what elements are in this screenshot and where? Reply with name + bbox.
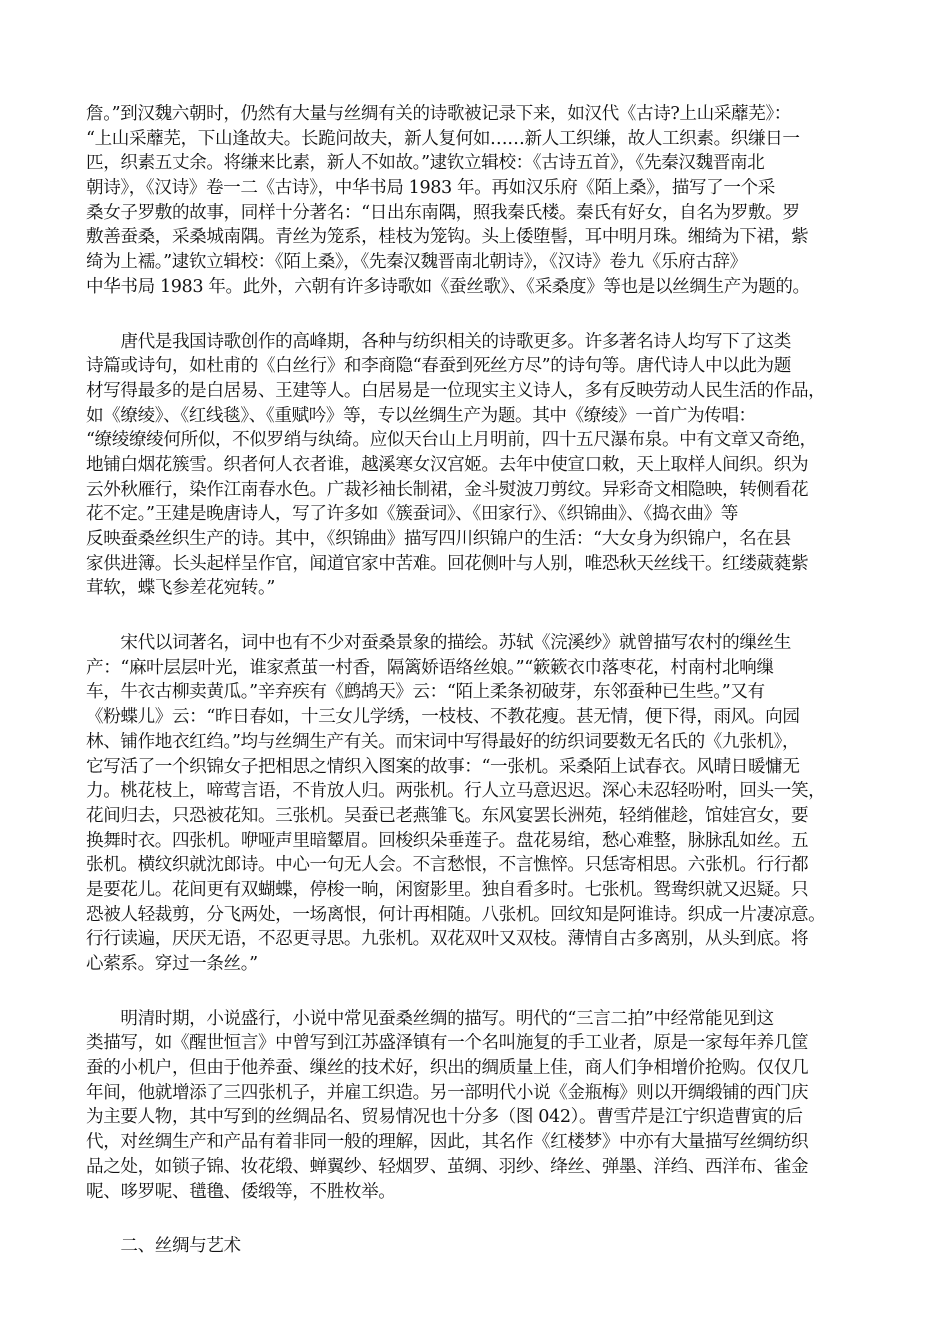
text-line: 它写活了一个织锦女子把相思之情织入图案的故事：“一张机。采桑陌上试春衣。风晴日暖慵无 bbox=[86, 756, 800, 777]
text-line: 力。桃花枝上，啼莺言语，不肯放人归。两张机。行人立马意迟迟。深心未忍轻吩咐，回头一笑， bbox=[86, 781, 826, 802]
paragraph bbox=[86, 1007, 866, 1205]
text-line: 是要花儿。花间更有双蝴蝶，停梭一晌，闲窗影里。独自看多时。七张机。鸳鸯织就又迟疑。只 bbox=[86, 879, 809, 900]
text-line: 张机。横纹织就沈郎诗。中心一句无人会。不言愁恨，不言憔悴。只恁寄相思。六张机。行行都 bbox=[86, 855, 809, 876]
text-line: 林、铺作地衣红绉。”均与丝绸生产有关。而宋词中写得最好的纺织词要数无名氏的《九张机》， bbox=[86, 731, 800, 752]
text-line: 心萦系。穿过一条丝。” bbox=[86, 954, 258, 974]
text-line: 材写得最多的是白居易、王建等人。白居易是一位现实主义诗人，多有反映劳动人民生活的作品， bbox=[86, 380, 826, 401]
text-line: 花间归去，只恐被花知。三张机。吴蚕已老燕雏飞。东风宴罢长洲苑，轻绡催趁，馆娃宫女，要 bbox=[86, 805, 809, 826]
text-line: 蚕的小机户，但由于他养蚕、缫丝的技术好，织出的绸质量上佳，商人们争相增价抢购。仅仅几 bbox=[86, 1058, 809, 1079]
text-line: 宋代以词著名，词中也有不少对蚕桑景象的描绘。苏轼《浣溪纱》就曾描写农村的缫丝生 bbox=[86, 633, 791, 654]
text-line: 为主要人物，其中写到的丝绸品名、贸易情况也十分多（图 042）。曹雪芹是江宁织造曹寅的后 bbox=[86, 1107, 803, 1128]
text-line: 恐被人轻裁剪，分飞两处，一场离恨，何计再相随。八张机。回纹知是阿谁诗。织成一片凄凉意。 bbox=[86, 904, 826, 925]
text-line: 反映蚕桑丝织生产的诗。其中，《织锦曲》描写四川织锦户的生活：“大女身为织锦户，名在县 bbox=[86, 529, 791, 549]
text-line: 车，牛衣古柳卖黄瓜。”辛弃疾有《鹧鸪天》云：“陌上柔条初破芽，东邻蚕种已生些。”又有 bbox=[86, 682, 765, 703]
text-line: 地铺白烟花簇雪。织者何人衣者谁，越溪寒女汉宫姬。去年中使宣口敕，天上取样人间织。织为 bbox=[86, 454, 809, 475]
text-line: 产：“麻叶层层叶光，谁家煮茧一村香，隔篱娇语络丝娘。”“簌簌衣巾落枣花，村南村北响缫 bbox=[86, 657, 774, 678]
text-line: 代，对丝绸生产和产品有着非同一般的理解，因此，其名作《红楼梦》中亦有大量描写丝绸纺织 bbox=[86, 1132, 809, 1153]
text-line: “缭绫缭绫何所似，不似罗绡与纨绮。应似天台山上月明前，四十五尺瀑布泉。中有文章又奇绝， bbox=[86, 430, 817, 451]
section-heading: 二、丝绸与艺术 bbox=[86, 1236, 241, 1257]
text-line: 《粉蝶儿》云：“昨日春如，十三女儿学绣，一枝枝、不教花瘦。甚无情，便下得，雨风。向园 bbox=[86, 707, 800, 728]
text-line: 敷善蚕桑，采桑城南隅。青丝为笼系，桂枝为笼钩。头上倭堕髻，耳中明月珠。缃绮为下裙，紫 bbox=[86, 227, 809, 248]
document-page bbox=[86, 102, 866, 1259]
text-line: 绮为上襦。”逮钦立辑校：《陌上桑》，《先秦汉魏晋南北朝诗》，《汉诗》卷九《乐府古辞》 bbox=[86, 252, 747, 273]
text-line: 年间，他就增添了三四张机子，并雇工织造。另一部明代小说《金瓶梅》则以开绸缎铺的西门庆 bbox=[86, 1082, 809, 1103]
text-line: 茸软，蝶飞参差花宛转。” bbox=[86, 578, 275, 599]
text-line: 唐代是我国诗歌创作的高峰期，各种与纺织相关的诗歌更多。许多著名诗人均写下了这类 bbox=[86, 331, 791, 352]
text-line: 类描写，如《醒世恒言》中曾写到江苏盛泽镇有一个名叫施复的手工业者，原是一家每年养几筐 bbox=[86, 1033, 809, 1054]
text-line: 桑女子罗敷的故事，同样十分著名：“日出东南隅，照我秦氏楼。秦氏有好女，自名为罗敷。罗 bbox=[86, 202, 800, 223]
text-line: 朝诗》，《汉诗》卷一二《古诗》，中华书局 1983 年。再如汉乐府《陌上桑》，描写了一个采 bbox=[86, 178, 775, 199]
text-line: 家供进簿。长头起样呈作官，闻道官家中苦难。回花侧叶与人别，唯恐秋天丝线干。红缕葳蕤紫 bbox=[86, 553, 809, 574]
text-line: 云外秋雁行，染作江南春水色。广裁衫袖长制裙，金斗熨波刀剪纹。异彩奇文相隐映，转侧看花 bbox=[86, 479, 809, 500]
paragraph bbox=[86, 102, 866, 300]
text-line: 品之处，如锁子锦、妆花缎、蝉翼纱、轻烟罗、茧绸、羽纱、绛丝、弹墨、洋绉、西洋布、雀金 bbox=[86, 1156, 809, 1177]
text-line: 呢、哆罗呢、氆氇、倭缎等，不胜枚举。 bbox=[86, 1181, 396, 1202]
text-line: 行行读遍，厌厌无语，不忍更寻思。九张机。双花双叶又双枝。薄情自古多离别，从头到底。将 bbox=[86, 929, 809, 950]
text-line: 明清时期，小说盛行，小说中常见蚕桑丝绸的描写。明代的“三言二拍”中经常能见到这 bbox=[86, 1008, 774, 1029]
text-line: 中华书局 1983 年。此外，六朝有许多诗歌如《蚕丝歌》、《采桑度》等也是以丝绸生产为题的。 bbox=[86, 276, 810, 297]
text-line: 匹，织素五丈余。将缣来比素，新人不如故。”逮钦立辑校：《古诗五首》，《先秦汉魏晋南北 bbox=[86, 153, 765, 174]
text-line: 换舞时衣。四张机。咿哑声里暗颦眉。回梭织朵垂莲子。盘花易绾，愁心难整，脉脉乱如丝。五 bbox=[86, 830, 809, 851]
paragraph bbox=[86, 631, 866, 977]
text-line: 如《缭绫》、《红线毯》、《重赋吟》等，专以丝绸生产为题。其中《缭绫》一首广为传唱： bbox=[86, 405, 756, 426]
text-line: “上山采蘼芜，下山逢故夫。长跪问故夫，新人复何如……新人工织缣，故人工织素。织缣日一 bbox=[86, 128, 800, 149]
text-line: 花不定。”王建是晚唐诗人，写了许多如《簇蚕词》、《田家行》、《织锦曲》、《捣衣曲》等 bbox=[86, 504, 738, 525]
text-line: 詹。”到汉魏六朝时，仍然有大量与丝绸有关的诗歌被记录下来，如汉代《古诗?上山采蘼芜》： bbox=[86, 104, 791, 124]
text-line: 诗篇或诗句，如杜甫的《白丝行》和李商隐“春蚕到死丝方尽”的诗句等。唐代诗人中以此为题 bbox=[86, 356, 791, 377]
paragraph bbox=[86, 330, 866, 602]
